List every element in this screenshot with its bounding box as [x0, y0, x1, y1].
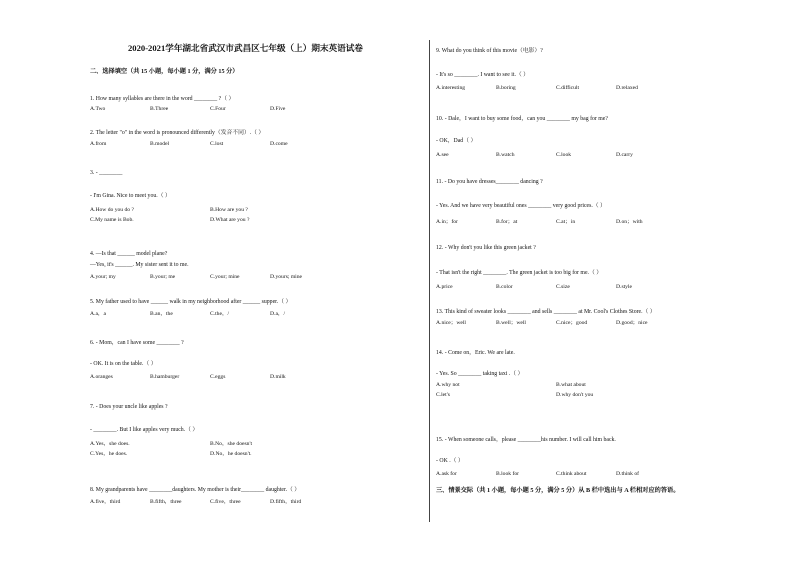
question-stem: - I'm Gina. Nice to meet you.（ ）: [90, 193, 171, 199]
answer-option: D.milk: [270, 374, 286, 380]
question-stem: - OK. It is on the table.（ ）: [90, 361, 157, 367]
question-stem: 9. What do you think of this movie（电影）?: [436, 48, 543, 54]
answer-option: A.in；for: [436, 219, 458, 225]
question-stem: - Yes. And we have very beautiful ones ________ very good prices.（ ）: [436, 203, 606, 209]
answer-option: A.Two: [90, 106, 106, 112]
question-stem: 13. This kind of sweater looks ________ and sells ________ at Mr. Cool's Clothes Store.（ ）: [436, 309, 656, 315]
question-stem: - OK，Dad（ ）: [436, 138, 477, 144]
answer-option: C.at；in: [556, 219, 576, 225]
answer-option: C.nice；good: [556, 320, 588, 326]
question-stem: 15. - When someone calls，please ________his number. I will call him back.: [436, 437, 616, 443]
answer-option: C.let's: [436, 392, 450, 398]
answer-option: B.an，the: [150, 311, 173, 317]
question-stem: 6. - Mom，can I have some ________ ?: [90, 340, 184, 346]
answer-option: A.Yes，she does.: [90, 441, 130, 447]
question-stem: —Yes, it's ______. My sister sent it to me.: [90, 262, 189, 268]
answer-option: B.model: [150, 141, 170, 147]
answer-option: D.Five: [270, 106, 286, 112]
answer-option: B.look for: [496, 471, 519, 477]
section-heading: 三、情景交际（共 1 小题，每小题 5 分，满分 5 分）从 B 栏中选出与 A 栏相对应的答语。: [436, 487, 680, 494]
answer-option: A.ask for: [436, 471, 457, 477]
answer-option: A.a，a: [90, 311, 106, 317]
question-stem: 4. —Is that ______ model plane?: [90, 251, 168, 257]
answer-option: B.for；at: [496, 219, 518, 225]
answer-option: C.look: [556, 152, 572, 158]
answer-option: C.five，three: [210, 499, 241, 505]
answer-option: A.why not: [436, 382, 460, 388]
question-stem: - OK .（ ）: [436, 458, 464, 464]
answer-option: D.why don't you: [556, 392, 594, 398]
answer-option: A.How do you do ?: [90, 207, 134, 213]
answer-option: B.No，she doesn't: [210, 441, 253, 447]
question-stem: 8. My grandparents have ________daughters. My mother is their________ daughter.（ ）: [90, 487, 301, 493]
answer-option: D.good；nice: [616, 320, 648, 326]
answer-option: A.interesting: [436, 85, 466, 91]
answer-option: B.Three: [150, 106, 169, 112]
answer-option: D.No，he doesn't.: [210, 451, 252, 457]
answer-option: C.Yes，he does.: [90, 451, 128, 457]
answer-option: A.oranges: [90, 374, 113, 380]
column-divider: [429, 40, 430, 522]
answer-option: A.price: [436, 284, 453, 290]
question-stem: - That isn't the right ________. The green jacket is too big for me.（ ）: [436, 270, 603, 276]
answer-option: D.fifth，third: [270, 499, 302, 505]
answer-option: A.nice；well: [436, 320, 466, 326]
answer-option: D.on；with: [616, 219, 643, 225]
answer-option: C.lost: [210, 141, 224, 147]
exam-title: 2020-2021学年湖北省武汉市武昌区七年级（上）期末英语试卷: [128, 43, 363, 53]
question-stem: 1. How many syllables are there in the word ________ ?（ ）: [90, 96, 235, 102]
answer-option: B.your; me: [150, 274, 176, 280]
answer-option: C.eggs: [210, 374, 226, 380]
question-stem: 12. - Why don't you like this green jacket ?: [436, 245, 536, 251]
answer-option: A.see: [436, 152, 449, 158]
answer-option: C.think about: [556, 471, 587, 477]
answer-option: C.the，/: [210, 311, 230, 317]
question-stem: 2. The letter "o" in the word is pronounced differently（发音不同）.（ ）: [90, 130, 265, 136]
section-heading: 二、选择填空（共 15 小题，每小题 1 分，满分 15 分）: [90, 68, 239, 75]
answer-option: D.a，/: [270, 311, 286, 317]
question-stem: - Yes. So ________ taking taxi .（ ）: [436, 371, 524, 377]
question-stem: 11. - Do you have dresses________ dancing ?: [436, 179, 543, 185]
answer-option: C.your; mine: [210, 274, 240, 280]
question-stem: 5. My father used to have ______ walk in my neighborhood after ______ supper.（ ）: [90, 299, 292, 305]
question-stem: 14. - Come on，Eric. We are late.: [436, 350, 515, 356]
answer-option: D.think of: [616, 471, 639, 477]
answer-option: C.Four: [210, 106, 226, 112]
question-stem: 7. - Does your uncle like apples ?: [90, 404, 168, 410]
answer-option: D.carry: [616, 152, 633, 158]
answer-option: B.fifth，three: [150, 499, 182, 505]
answer-option: A.five，third: [90, 499, 121, 505]
answer-option: D.What are you ?: [210, 217, 250, 223]
answer-option: B.watch: [496, 152, 515, 158]
answer-option: C.difficult: [556, 85, 580, 91]
question-stem: - It's so ________. I want to see it.（ ）: [436, 72, 529, 78]
answer-option: D.style: [616, 284, 633, 290]
answer-option: D.yours; mine: [270, 274, 303, 280]
answer-option: B.well；well: [496, 320, 526, 326]
answer-option: A.from: [90, 141, 107, 147]
answer-option: A.your; my: [90, 274, 116, 280]
answer-option: B.hamburger: [150, 374, 180, 380]
answer-option: B.boring: [496, 85, 516, 91]
answer-option: C.My name is Bob.: [90, 217, 134, 223]
answer-option: B.How are you ?: [210, 207, 248, 213]
answer-option: D.come: [270, 141, 288, 147]
question-stem: 10. - Dale，I want to buy some food，can you ________ my bag for me?: [436, 116, 608, 122]
answer-option: B.what about: [556, 382, 586, 388]
answer-option: B.color: [496, 284, 513, 290]
answer-option: C.size: [556, 284, 570, 290]
question-stem: - ________. But I like apples very much.（ ）: [90, 427, 199, 433]
answer-option: D.relaxed: [616, 85, 638, 91]
question-stem: 3. - ________: [90, 170, 123, 176]
